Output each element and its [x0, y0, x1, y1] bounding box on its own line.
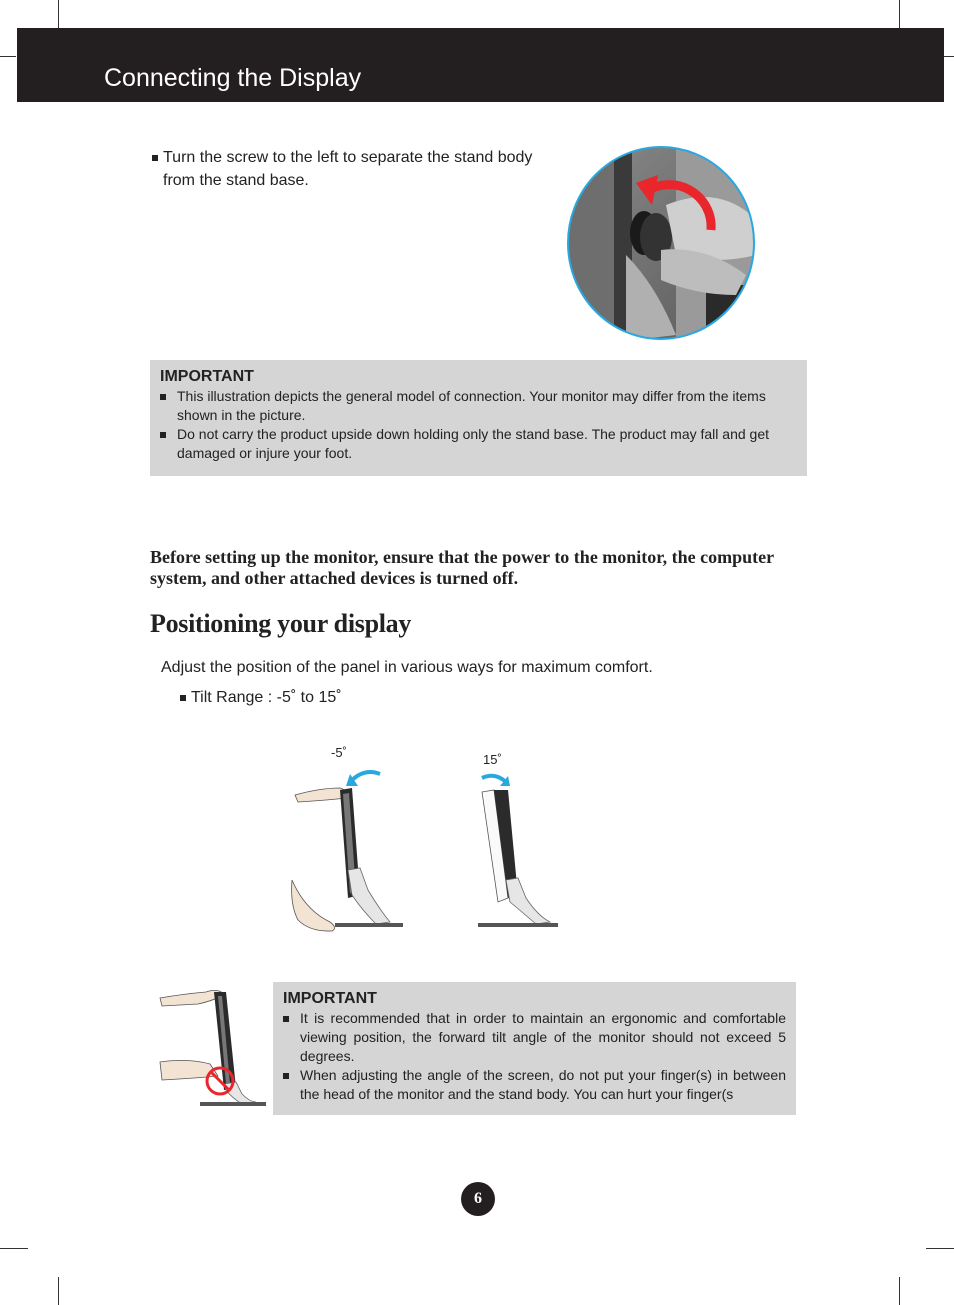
- step-instruction: [152, 146, 552, 192]
- bullet-square-icon: [180, 695, 186, 701]
- crop-mark: [0, 1248, 28, 1249]
- tilt-range: [180, 689, 342, 707]
- important-item-text: When adjusting the angle of the screen, do not put your finger(s) in between the head of the monitor and the stand body. You can hurt your finger(s: [300, 1067, 786, 1102]
- monitor-tilt-forward-figure: [470, 770, 565, 935]
- crop-mark: [0, 56, 16, 57]
- section-title: Positioning your display: [150, 609, 412, 638]
- crop-mark: [58, 1277, 59, 1305]
- important-heading: IMPORTANT: [283, 990, 377, 1007]
- step-text-line2: from the stand base.: [163, 172, 309, 189]
- bullet-square-icon: [283, 1016, 289, 1022]
- important-list: [160, 387, 793, 463]
- bullet-square-icon: [160, 394, 166, 400]
- page-number: 6: [461, 1182, 495, 1216]
- monitor-tilt-back-figure: [290, 760, 410, 935]
- crop-mark: [899, 1277, 900, 1305]
- plus-tilt-label: 15˚: [483, 752, 502, 767]
- list-item: [283, 1066, 786, 1104]
- header-bar: [17, 28, 944, 102]
- minus-tilt-label: -5˚: [331, 745, 347, 760]
- important-item-text: It is recommended that in order to maintain an ergonomic and comfortable viewing position, the forward tilt angle of the monitor should not exceed 5 degrees.: [300, 1010, 786, 1064]
- page-title: Connecting the Display: [104, 64, 362, 92]
- important-box-2: [273, 982, 796, 1115]
- list-item: [160, 425, 793, 463]
- list-item: [160, 387, 793, 425]
- important-box-1: [150, 360, 807, 476]
- crop-mark: [926, 1248, 954, 1249]
- bullet-square-icon: [283, 1073, 289, 1079]
- bullet-square-icon: [160, 432, 166, 438]
- step-text-line1: Turn the screw to the left to separate the stand body: [163, 149, 533, 166]
- crop-mark: [899, 0, 900, 28]
- important-item-text: Do not carry the product upside down holding only the stand base. The product may fall and get damaged or injure your foot.: [177, 426, 769, 461]
- power-warning: Before setting up the monitor, ensure that the power to the monitor, the computer system, and other attached devices is turned off.: [150, 547, 774, 588]
- important-item-text: This illustration depicts the general model of connection. Your monitor may differ from the items shown in the picture.: [177, 388, 766, 423]
- tilt-range-text: Tilt Range : -5˚ to 15˚: [191, 689, 342, 706]
- important-list: [283, 1009, 786, 1104]
- bullet-square-icon: [152, 155, 158, 161]
- finger-warning-figure: [158, 984, 270, 1110]
- list-item: [283, 1009, 786, 1066]
- screw-photo: [566, 145, 756, 341]
- important-heading: IMPORTANT: [160, 368, 254, 385]
- section-intro: Adjust the position of the panel in various ways for maximum comfort.: [161, 659, 653, 676]
- crop-mark: [58, 0, 59, 28]
